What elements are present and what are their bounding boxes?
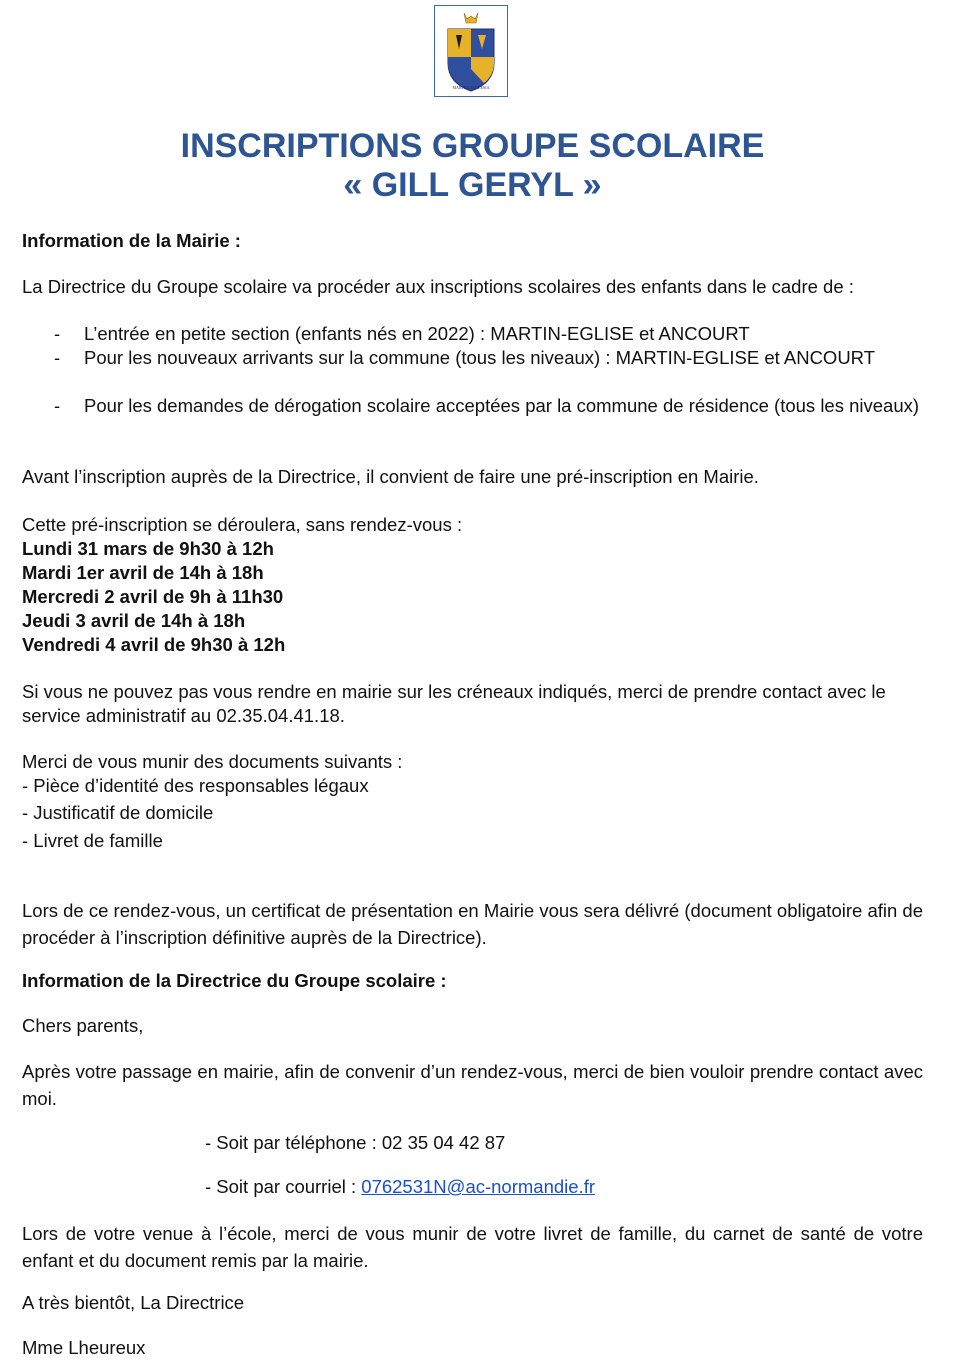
schedule-item: Lundi 31 mars de 9h30 à 12h bbox=[22, 538, 274, 559]
greeting: Chers parents, bbox=[22, 1015, 144, 1036]
directrice-heading: Information de la Directrice du Groupe scolaire : bbox=[22, 970, 447, 991]
contact-text: Si vous ne pouvez pas vous rendre en mairie sur les créneaux indiqués, merci de prendre contact avec le service administratif au 02.35.04.41.18. bbox=[22, 681, 886, 726]
phone-contact: - Soit par téléphone : 02 35 04 42 87 bbox=[205, 1132, 506, 1153]
schedule-item: Mardi 1er avril de 14h à 18h bbox=[22, 562, 264, 583]
page-title-line1: INSCRIPTIONS GROUPE SCOLAIRE bbox=[180, 127, 765, 165]
mairie-heading: Information de la Mairie : bbox=[22, 230, 241, 251]
document-item: - Pièce d’identité des responsables légaux bbox=[22, 775, 369, 796]
page-title-line2: « GILL GERYL » bbox=[343, 166, 602, 204]
schedule-item: Mercredi 2 avril de 9h à 11h30 bbox=[22, 586, 284, 607]
email-link[interactable]: 0762531N@ac-normandie.fr bbox=[361, 1176, 595, 1197]
schedule-item: Jeudi 3 avril de 14h à 18h bbox=[22, 610, 246, 631]
visit-text: Lors de votre venue à l’école, merci de vous munir de votre livret de famille, du carnet de santé de votre enfant et du document remis par la mairie. bbox=[22, 1223, 923, 1271]
mairie-intro: La Directrice du Groupe scolaire va procéder aux inscriptions scolaires des enfants dans le cadre de : bbox=[22, 276, 854, 297]
schedule-intro: Cette pré-inscription se déroulera, sans rendez-vous : bbox=[22, 514, 463, 535]
document-page: MARTINI ECCLESIA INSCRIPTIONS GROUPE SCOLAIRE « GILL GERYL » Information de la Mairie : La Directrice du Groupe scolaire va procéder aux inscriptions scolaires des enfants dans le cadre de : - L’entrée en petite section (enfants nés en 2022) : MARTIN-EGLISE et ANCOURT - Pour les nouveaux arrivants sur la commune (tous les niveaux) : MARTIN-EGLISE et ANCOURT - Pour les demandes de dérogation scolaire acceptées par la commune de résidence (tous les niveaux) Avant l’inscription auprès de la Directrice, il convient de faire une pré-inscription en Mairie. Cette pré-inscription se déroulera, sans rendez-vous : Lundi 31 mars de 9h30 à 12h Mardi 1er avril de 14h à 18h Mercredi 2 avril de 9h à 11h30 Jeudi 3 avril de 14h à 18h Vendredi 4 avril de 9h30 à 12h Si vous ne pouvez pas vous rendre en mairie sur les créneaux indiqués, merci de prendre contact avec le service administratif au 02.35.04.41.18. Merci de vous munir des documents suivants : - Pièce d’identité des responsables légaux - Justificatif de domicile - Livret de famille Lors de ce rendez-vous, un certificat de présentation en Mairie vous sera délivré (document obligatoire afin de procéder à l’inscription définitive auprès de la Directrice). Information de la Directrice du Groupe scolaire : Chers parents, Après votre passage en mairie, afin de convenir d’un rendez-vous, merci de bien vouloir prendre contact avec moi. - Soit par téléphone : 02 35 04 42 87 - Soit par courriel : 0762531N@ac-normandie.fr Lors de votre venue à l’école, merci de vous munir de votre livret de famille, du carnet de santé de votre enfant et du document remis par la mairie. A très bientôt, La Directrice Mme Lheureux bbox=[0, 0, 973, 1365]
after-mairie-text: Après votre passage en mairie, afin de convenir d’un rendez-vous, merci de bien vouloir prendre contact avec moi. bbox=[22, 1061, 923, 1109]
certificate-text: Lors de ce rendez-vous, un certificat de présentation en Mairie vous sera délivré (document obligatoire afin de procéder à l’inscription définitive auprès de la Directrice). bbox=[22, 900, 923, 948]
closing: A très bientôt, La Directrice bbox=[22, 1292, 245, 1313]
email-contact: - Soit par courriel : 0762531N@ac-normandie.fr bbox=[205, 1176, 595, 1197]
schedule-item: Vendredi 4 avril de 9h30 à 12h bbox=[22, 634, 286, 655]
signature: Mme Lheureux bbox=[22, 1337, 146, 1358]
document-item: - Justificatif de domicile bbox=[22, 802, 214, 823]
logo-motto: MARTINI ECCLESIA bbox=[452, 85, 490, 90]
coat-of-arms-logo bbox=[434, 5, 508, 97]
documents-intro: Merci de vous munir des documents suivants : bbox=[22, 751, 403, 772]
preinscription-text: Avant l’inscription auprès de la Directrice, il convient de faire une pré-inscription en Mairie. bbox=[22, 466, 759, 487]
document-item: - Livret de famille bbox=[22, 830, 163, 851]
